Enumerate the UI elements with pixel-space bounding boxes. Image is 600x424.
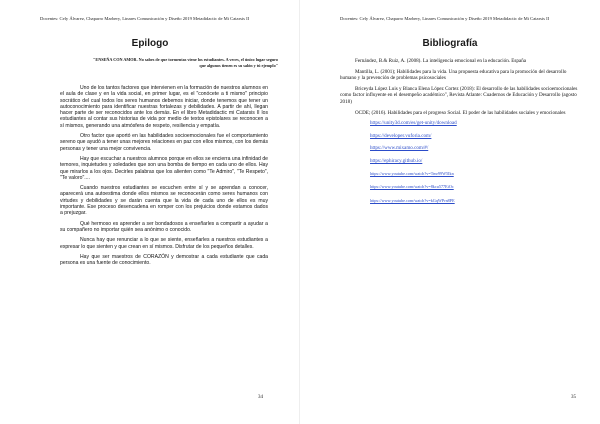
- paragraph: Qué hermoso es aprender a ser bondadosos a enseñarles a compartir a ayudar a su compañero no importar quién sea anónimo o conocido.: [60, 220, 268, 233]
- youtube-link[interactable]: https://www.youtube.com/watch?v=kGqWPrn8PE: [370, 197, 455, 203]
- page-header: Docentes: Cely Álvarez, Chaparro Marbery, Linares Comunicación y Diseño 2019 Metadidactic de Mi Catarsis II: [40, 16, 250, 21]
- page-number: 35: [571, 395, 576, 400]
- reference-item: Fernández, B.& Ruiz, A. (2008). La inteligencia emocional en la educación. España: [355, 58, 527, 64]
- page-header: Docentes: Cely Álvarez, Chaparro Marbery, Linares Comunicación y Diseño 2019 Metadidactic de Mi Catarsis II: [340, 16, 550, 21]
- youtube-link[interactable]: https://www.youtube.com/watch?v=8kcu577EiOc: [370, 184, 454, 190]
- reference-link[interactable]: https://www.mixamo.com/#/: [370, 145, 429, 152]
- epigraph-quote: "ENSEÑA CON AMOR. No sabes de que tormentas viene los estudiantes. A veces, el único lugar seguro que algunos tienen es su salón y tú ejemplo": [93, 57, 278, 68]
- reference-item: Briceyda López Luis y Blanca Elena López Cortez (2018): El desarrollo de las habilidades socioemocionales como factor influyente en el desempeño académico", Revista Atlante: Cuadernos de Educación y Desarrollo (agosto 2018): [340, 85, 578, 105]
- paragraph: Nunca hay que renunciar a lo que se siente, enseñarles a nuestros estudiantes a expresar lo que sienten y que crean en sí mismos. Disfrutar de los pequeños detalles.: [60, 237, 268, 250]
- page-number: 34: [258, 395, 263, 400]
- reference-item: Mantilla, L. (2001); Habilidades para la vida. Una propuesta educativa para la promoción del desarrollo humano y la prevención de problemas psicosociales: [340, 68, 567, 82]
- paragraph: Otro factor que aportó en las habilidades socioemocionales fue el comportamiento sereno que ayudó a tener unas mejores relaciones en paz con ellos mismos, con los demás personas y tener una mejor convivencia.: [60, 133, 268, 152]
- page-title: Epilogo: [131, 38, 169, 49]
- paragraph: Cuando nuestros estudiantes se escuchen entre sí y se aprendan a conocer, aparecerá una autoestima donde ellos mismos se reconocerán como seres humanos con virtudes y debilidades y se darán cuenta que la vida de cada uno de ellos es muy importante. Ese proceso desencadena en romper con los prejuicios donde estamos dados a prejuzgar.: [60, 185, 268, 217]
- reference-link[interactable]: https://ephiracy.github.io/: [370, 157, 423, 164]
- reference-item: OCDE; (2016). Habilidades para el progreso Social. El poder de las habilidades sociales y emocionales: [355, 109, 566, 116]
- reference-link[interactable]: https://developer.vuforia.com/: [370, 132, 432, 139]
- youtube-link[interactable]: https://www.youtube.com/watch?v=Tmr99W5Ikn: [370, 170, 454, 176]
- paragraph: Uno de los tantos factores que intervienen en la formación de nuestros alumnos en el aula de clase y en la vida social, en primer lugar, es el "conócete a ti mismo" principio socrático del cual todos los seres humanos debemos iniciar, donde tenemos que tener un autoconocimiento para identificar nuestras fortalezas y debilidades. A partir de ahí, llegan hacer parte de ser reconocidos ante los demás. En el libro Metadidactic mi Catarsis II los estudiantes al contar sus historias de vida por medio de textos epistolares se reconocen a sí mismos, generando una atmósfera de respeto, resiliencia y empatía.: [60, 85, 268, 129]
- epilogue-body: [60, 85, 268, 270]
- reference-link[interactable]: https://unity3d.com/es/get-unity/download: [370, 120, 457, 127]
- paragraph: Hay que ser maestros de CORAZÓN y demostrar a cada estudiante que cada persona es una fuente de conocimiento.: [60, 253, 268, 267]
- page-title: Bibliografía: [422, 38, 478, 49]
- right-page: [300, 0, 600, 424]
- paragraph: Hay que escuchar a nuestros alumnos porque en ellos se encierra una infinidad de temores, inquietudes y soledades que son una bomba de tiempo en cada uno de ellos. Hay que mirarlos a los ojos. Decirles palabras que los alienten como "Te Admiro", "Te Respeto", "Te valoro"....: [60, 155, 268, 181]
- bibliography-list: [340, 58, 580, 211]
